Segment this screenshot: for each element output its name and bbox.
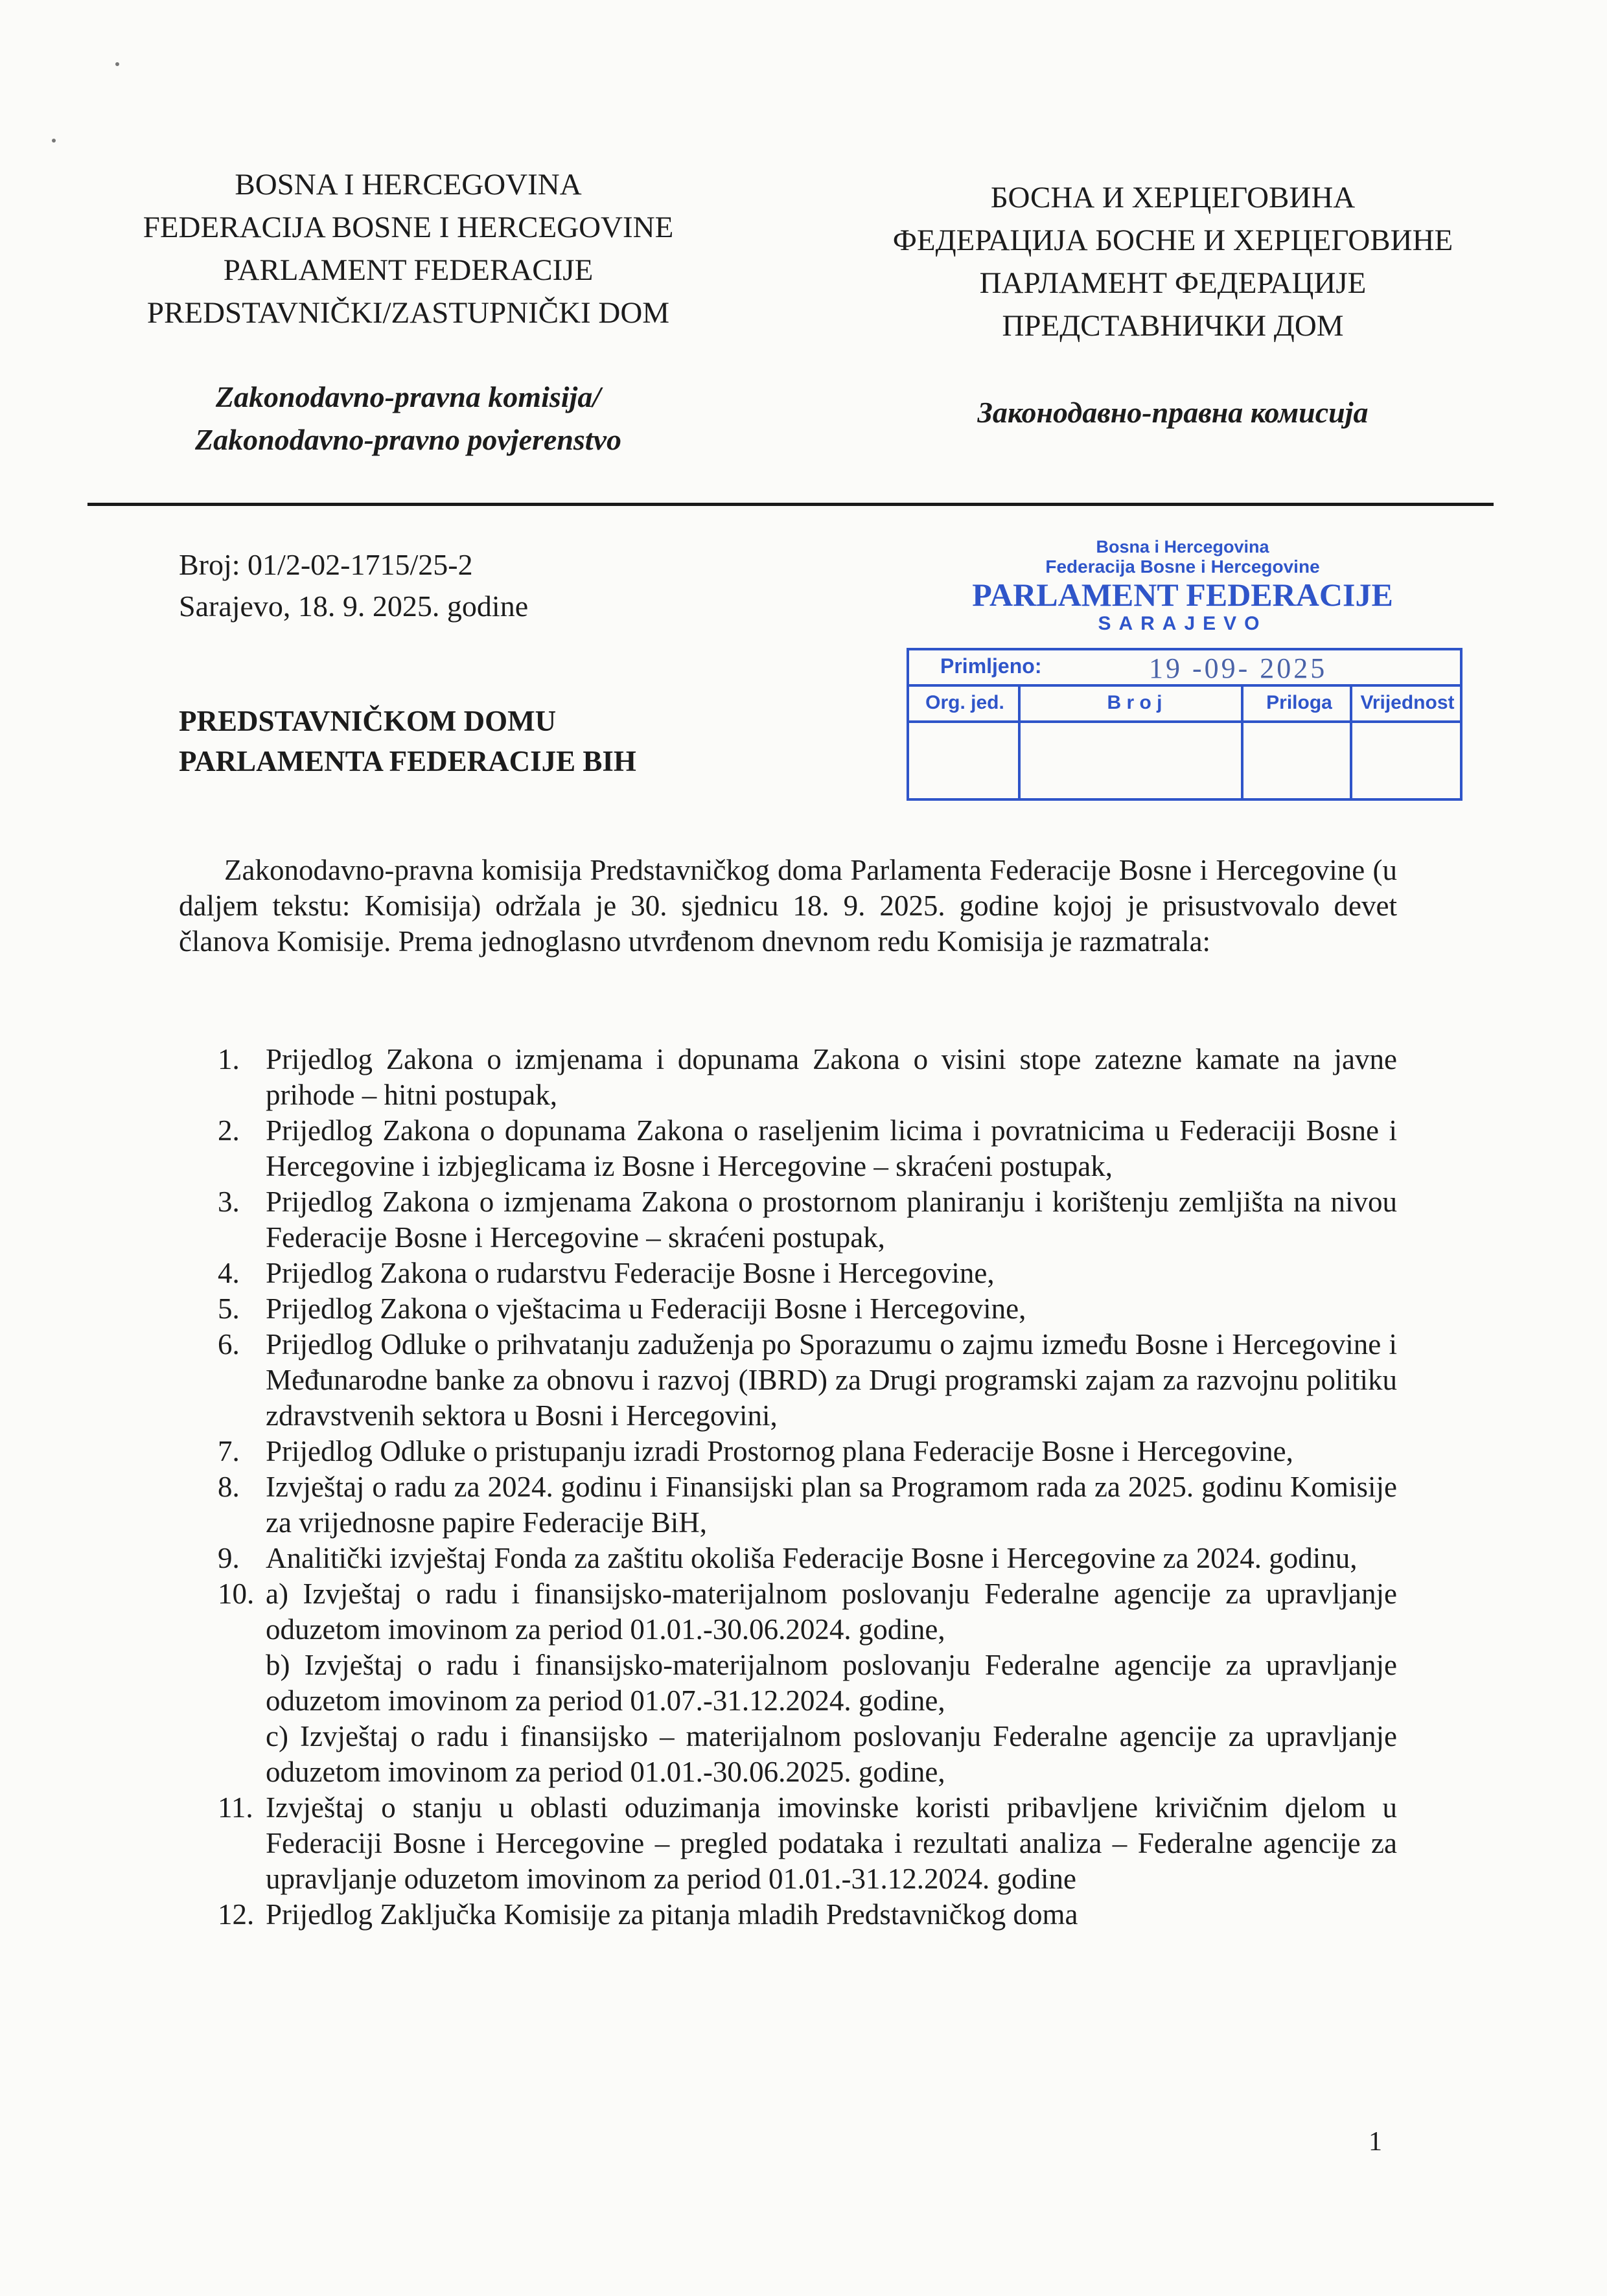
- agenda-item-number: 6.: [218, 1328, 240, 1360]
- agenda-item-number: 12.: [218, 1898, 255, 1931]
- header-left-line: FEDERACIJA BOSNE I HERCEGOVINE: [143, 211, 674, 244]
- agenda-item-number: 3.: [218, 1186, 240, 1218]
- addressee: [179, 701, 636, 781]
- header-right-line: ПАРЛАМЕНТ ФЕДЕРАЦИЈЕ: [979, 266, 1367, 300]
- received-stamp: [904, 531, 1461, 803]
- stamp-divider: [1018, 687, 1021, 798]
- commission-line: Zakonodavno-pravno povjerenstvo: [194, 423, 621, 456]
- agenda-item: [179, 1897, 1397, 1933]
- stamp-received-date: 19 -09- 2025: [1149, 652, 1328, 684]
- agenda-item-text: Prijedlog Zakona o rudarstvu Federacije Bosne i Hercegovine,: [266, 1257, 995, 1289]
- agenda-item-text: Prijedlog Zakona o izmjenama Zakona o prostornom planiranju i korištenju zemljišta na nivou Federacije Bosne i Hercegovine – skraćeni postupak,: [266, 1186, 1397, 1254]
- scan-speck: [52, 139, 56, 143]
- agenda-item-text: b) Izvještaj o radu i finansijsko-materijalnom poslovanju Federalne agencije za upravljanje oduzetom imovinom za period 01.07.-31.12.2024. godine,: [266, 1649, 1397, 1717]
- agenda-item: [179, 1576, 1397, 1647]
- agenda-item: [179, 1434, 1397, 1469]
- stamp-divider: [1350, 687, 1352, 798]
- agenda-item-text: a) Izvještaj o radu i finansijsko-materijalnom poslovanju Federalne agencije za upravljanje oduzetom imovinom za period 01.01.-30.06.2024. godine,: [266, 1578, 1397, 1646]
- stamp-title: PARLAMENT FEDERACIJE: [972, 577, 1393, 613]
- agenda-item-number: 10.: [218, 1578, 255, 1610]
- agenda-item: [179, 1291, 1397, 1327]
- addressee-line: PREDSTAVNIČKOM DOMU: [179, 705, 557, 737]
- header-right-line: ПРЕДСТАВНИЧКИ ДОМ: [1002, 309, 1344, 343]
- agenda-item-number: 11.: [218, 1791, 253, 1824]
- addressee-line: PARLAMENTA FEDERACIJE BIH: [179, 745, 636, 777]
- agenda-item: [179, 1256, 1397, 1291]
- agenda-item-number: 7.: [218, 1435, 240, 1467]
- stamp-line: Federacija Bosne i Hercegovine: [1045, 557, 1320, 577]
- agenda-item-text: Prijedlog Odluke o pristupanju izradi Prostornog plana Federacije Bosne i Hercegovine,: [266, 1435, 1293, 1467]
- scan-speck: [115, 62, 119, 66]
- agenda-item-text: Prijedlog Zakona o izmjenama i dopunama Zakona o visini stope zatezne kamate na javne prihode – hitni postupak,: [266, 1043, 1397, 1111]
- agenda-item-text: Prijedlog Zakona o dopunama Zakona o raseljenim licima i povratnicima u Federaciji Bosne i Hercegovine i izbjeglicama iz Bosne i Hercegovine – skraćeni postupak,: [266, 1114, 1397, 1182]
- stamp-table: [907, 648, 1462, 801]
- agenda-item-text: Izvještaj o radu za 2024. godinu i Finansijski plan sa Programom rada za 2025. godinu Komisije za vrijednosne papire Federacije BiH,: [266, 1471, 1397, 1539]
- agenda-item: [179, 1469, 1397, 1541]
- agenda-item-text: c) Izvještaj o radu i finansijsko – materijalnom poslovanju Federalne agencije za upravljanje oduzetom imovinom za period 01.01.-30.06.2025. godine,: [266, 1720, 1397, 1788]
- reference-block: [179, 544, 528, 627]
- header-right-line: ФЕДЕРАЦИЈА БОСНЕ И ХЕРЦЕГОВИНЕ: [892, 224, 1453, 257]
- stamp-received-label: Primljeno:: [940, 654, 1042, 678]
- agenda-item-number: 8.: [218, 1471, 240, 1503]
- stamp-col-vrijednost: Vrijednost: [1360, 692, 1455, 713]
- reference-number: Broj: 01/2-02-1715/25-2: [179, 548, 473, 581]
- agenda-item-number: 1.: [218, 1043, 240, 1075]
- intro-paragraph: Zakonodavno-pravna komisija Predstavničkog doma Parlamenta Federacije Bosne i Hercegovine (u daljem tekstu: Komisija) održala je 30. sjednicu 18. 9. 2025. godine kojoj je prisustvovalo devet članova Komisije. Prema jednoglasno utvrđenom dnevnom redu Komisija je razmatrala:: [179, 854, 1397, 958]
- agenda-item-number: 9.: [218, 1542, 240, 1574]
- header-right: [842, 176, 1503, 347]
- agenda-item-number: 4.: [218, 1257, 240, 1289]
- agenda-item: [179, 1790, 1397, 1897]
- stamp-received-row: [909, 650, 1460, 687]
- agenda-item: [179, 1541, 1397, 1576]
- header-left-line: PREDSTAVNIČKI/ZASTUPNIČKI DOM: [146, 296, 670, 330]
- stamp-col-org: Org. jed.: [925, 692, 1004, 713]
- agenda-item-text: Izvještaj o stanju u oblasti oduzimanja imovinske koristi pribavljene krivičnim djelom u Federaciji Bosne i Hercegovine – pregled podataka i rezultati analiza – Federalne agencije za upravljanje oduzetom imovinom za period 01.01.-31.12.2024. godine: [266, 1791, 1397, 1895]
- page-number: 1: [1369, 2127, 1382, 2157]
- commission-line: Zakonodavno-pravna komisija/: [215, 380, 601, 413]
- agenda-subitem: [179, 1647, 1397, 1719]
- header-left-line: BOSNA I HERCEGOVINA: [235, 168, 582, 201]
- stamp-col-broj: B r o j: [1107, 692, 1162, 713]
- stamp-col-priloga: Priloga: [1266, 692, 1332, 713]
- header-divider: [87, 503, 1494, 506]
- agenda-item-number: 2.: [218, 1114, 240, 1147]
- stamp-line: Bosna i Hercegovina: [1096, 537, 1269, 557]
- header-left: [91, 163, 726, 334]
- stamp-header-row: [909, 687, 1460, 723]
- agenda-subitem: [179, 1719, 1397, 1790]
- stamp-city: SARAJEVO: [1098, 613, 1267, 634]
- agenda-item-text: Prijedlog Zaključka Komisije za pitanja mladih Predstavničkog doma: [266, 1898, 1078, 1931]
- header-left-line: PARLAMENT FEDERACIJE: [223, 253, 594, 287]
- agenda-item-text: Prijedlog Odluke o prihvatanju zaduženja po Sporazumu o zajmu između Bosne i Hercegovine i Međunarodne banke za obnovu i razvoj (IBRD) za Drugi programski zajam za razvojnu politiku zdravstvenih sektora u Bosni i Hercegovini,: [266, 1328, 1397, 1432]
- agenda-list: [179, 1042, 1397, 1933]
- stamp-divider: [1241, 687, 1243, 798]
- agenda-item-number: 5.: [218, 1292, 240, 1325]
- agenda-item: [179, 1184, 1397, 1256]
- agenda-item: [179, 1113, 1397, 1184]
- header-right-line: БОСНА И ХЕРЦЕГОВИНА: [990, 181, 1356, 214]
- place-date: Sarajevo, 18. 9. 2025. godine: [179, 590, 529, 623]
- commission-name-left: [91, 376, 726, 461]
- commission-name-right: Законодавно-правна комисија: [977, 396, 1369, 429]
- agenda-item: [179, 1327, 1397, 1434]
- agenda-item: [179, 1042, 1397, 1113]
- agenda-item-text: Prijedlog Zakona o vještacima u Federaciji Bosne i Hercegovine,: [266, 1292, 1026, 1325]
- agenda-item-text: Analitički izvještaj Fonda za zaštitu okoliša Federacije Bosne i Hercegovine za 2024. godinu,: [266, 1542, 1358, 1574]
